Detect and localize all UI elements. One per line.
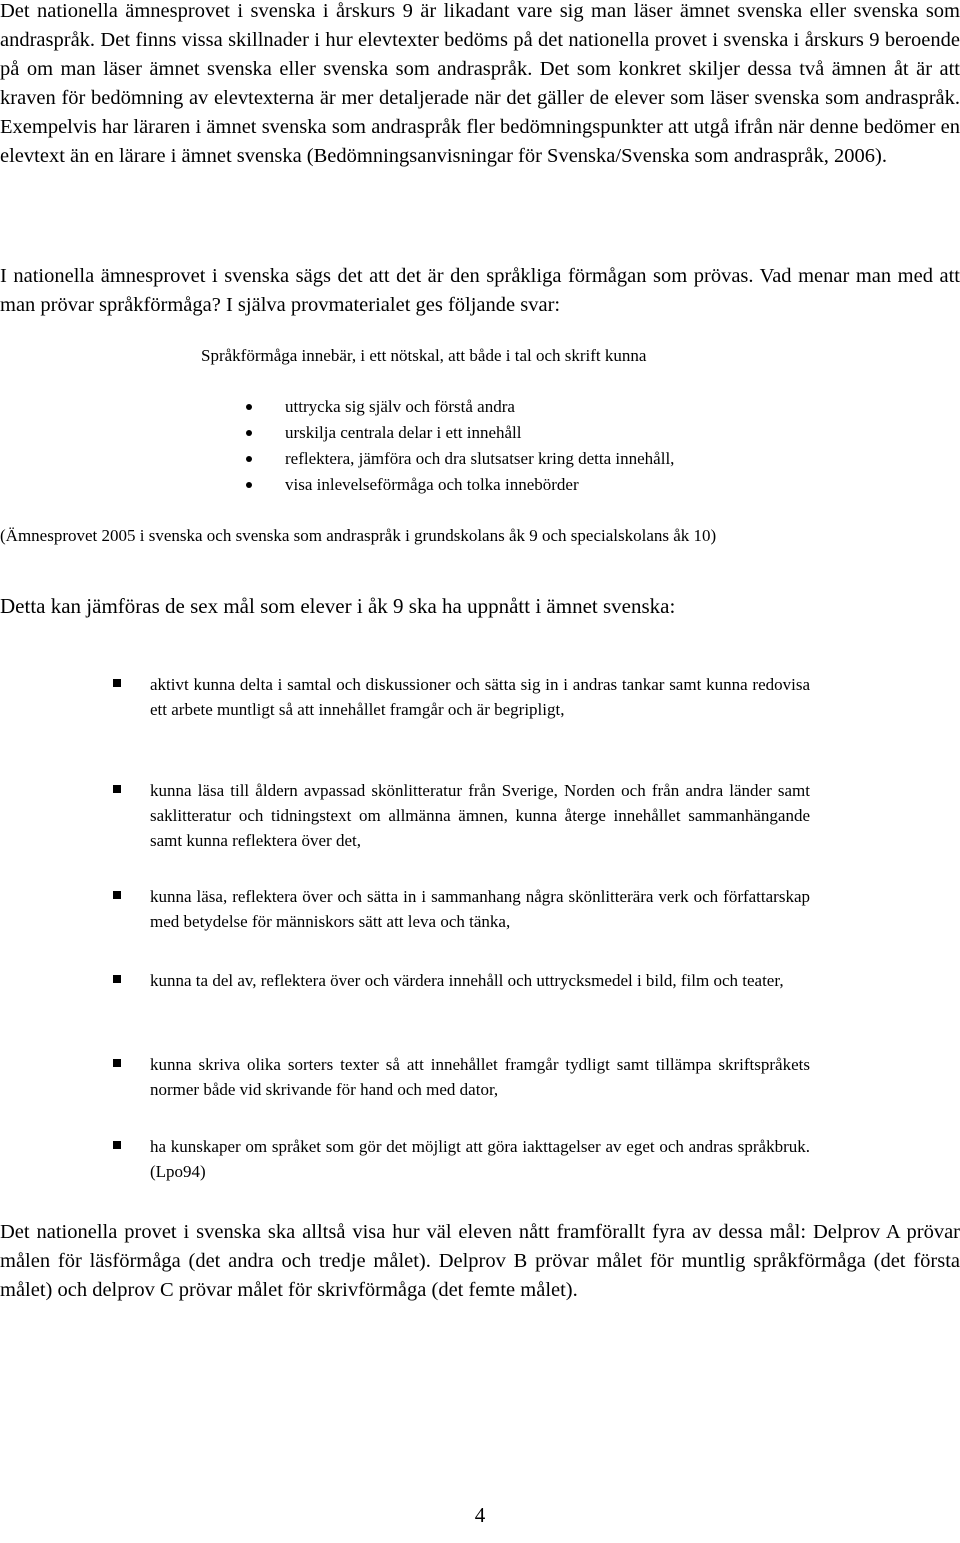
quote-intro: Språkförmåga innebär, i ett nötskal, att både i tal och skrift kunna (201, 346, 647, 365)
goal-text: kunna ta del av, reflektera över och värdera innehåll och uttrycksmedel i bild, film och teater, (150, 971, 784, 990)
body-paragraph-2: I nationella ämnesprovet i svenska sägs det att det är den språkliga förmågan som prövas. Vad menar man med att man prövar språkförmåga? I själva provmaterialet ges följande svar: (0, 265, 960, 316)
square-bullet-icon (113, 891, 121, 899)
bullet-dot-icon (246, 404, 252, 410)
goal-text: kunna skriva olika sorters texter så att innehållet framgår tydligt samt tillämpa skriftspråkets normer både vid skrivande för hand och med dator, (150, 1055, 810, 1099)
bullet-dot-icon (246, 456, 252, 462)
bullet-dot-icon (246, 430, 252, 436)
body-paragraph-3: Det nationella provet i svenska ska alltså visa hur väl eleven nått framförallt fyra av dessa mål: Delprov A prövar målen för läsförmåga (det andra och tredje målet). Delprov B prövar målet för muntlig språkförmåga (det första målet) och delprov C prövar målet för skrivförmåga (det femte målet). (0, 1221, 960, 1301)
goal-text: aktivt kunna delta i samtal och diskussioner och sätta sig in i andras tankar samt kunna redovisa ett arbete muntligt så att innehållet framgår och är begripligt, (150, 675, 810, 719)
square-bullet-icon (113, 1059, 121, 1067)
list-item-text: urskilja centrala delar i ett innehåll (285, 423, 522, 442)
goals-intro: Detta kan jämföras de sex mål som elever i åk 9 ska ha uppnått i ämnet svenska: (0, 594, 676, 618)
list-item-text: visa inlevelseförmåga och tolka innebörder (285, 475, 579, 494)
goal-text: kunna läsa, reflektera över och sätta in i sammanhang några skönlitterära verk och författarskap med betydelse för människors sätt att leva och tänka, (150, 887, 810, 931)
square-bullet-icon (113, 785, 121, 793)
page-number: 4 (474, 1503, 486, 1527)
square-bullet-icon (113, 679, 121, 687)
square-bullet-icon (113, 1141, 121, 1149)
goal-text: kunna läsa till åldern avpassad skönlitteratur från Sverige, Norden och från andra länder samt saklitteratur och tidningstext om allmänna ämnen, kunna återge innehållet sammanhängande samt kunna reflektera över det, (150, 781, 810, 850)
quote-source: (Ämnesprovet 2005 i svenska och svenska som andraspråk i grundskolans åk 9 och specialskolans åk 10) (0, 526, 717, 545)
square-bullet-icon (113, 975, 121, 983)
list-item-text: reflektera, jämföra och dra slutsatser kring detta innehåll, (285, 449, 675, 468)
goal-text: ha kunskaper om språket som gör det möjligt att göra iakttagelser av eget och andras språkbruk. (Lpo94) (150, 1137, 810, 1181)
bullet-dot-icon (246, 482, 252, 488)
body-paragraph-1: Det nationella ämnesprovet i svenska i årskurs 9 är likadant vare sig man läser ämnet svenska eller svenska som andraspråk. Det finns vissa skillnader i hur elevtexter bedöms på det nationella provet i svenska i årskurs 9 beroende på om man läser ämnet svenska eller svenska som andraspråk. Det som konkret skiljer dessa två ämnen åt är att kraven för bedömning av elevtexterna är mer detaljerade när det gäller de elever som läser svenska som andraspråk. Exempelvis har läraren i ämnet svenska som andraspråk fler bedömningspunkter att utgå ifrån när denne bedömer en elevtext än en lärare i ämnet svenska (Bedömningsanvisningar för Svenska/Svenska som andraspråk, 2006). (0, 0, 960, 167)
list-item-text: uttrycka sig själv och förstå andra (285, 397, 515, 416)
